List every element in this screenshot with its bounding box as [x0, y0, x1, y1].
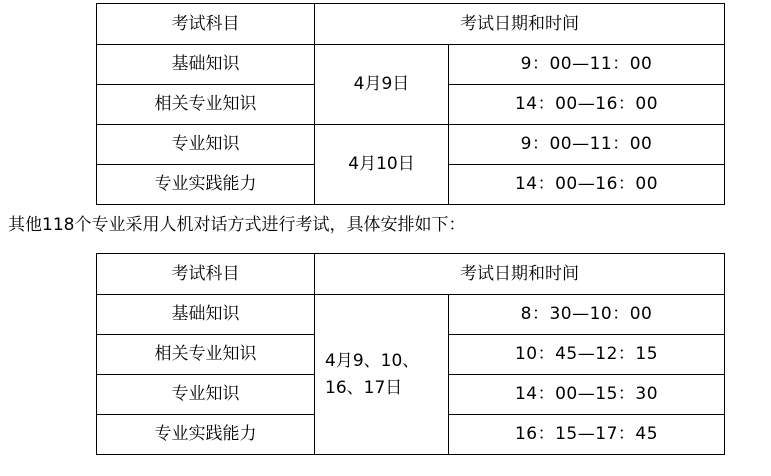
cell-subject: 基础知识 [97, 45, 315, 85]
cell-date: 4月10日 [315, 125, 449, 205]
table-row [97, 295, 725, 335]
cell-time: 14：00—15：30 [449, 375, 725, 415]
cell-subject: 基础知识 [97, 295, 315, 335]
cell-time: 8：30—10：00 [449, 295, 725, 335]
header-datetime: 考试日期和时间 [315, 254, 725, 295]
cell-subject: 专业实践能力 [97, 165, 315, 205]
table-header-row [97, 254, 725, 295]
cell-time: 14：00—16：00 [449, 85, 725, 125]
cell-time: 9：00—11：00 [449, 45, 725, 85]
table-row [97, 45, 725, 85]
header-subject: 考试科目 [97, 4, 315, 45]
exam-schedule-table-two-container [96, 253, 725, 455]
cell-subject: 相关专业知识 [97, 85, 315, 125]
table-header-row [97, 4, 725, 45]
cell-time: 16：15—17：45 [449, 415, 725, 455]
cell-date-span: 4月9、10、16、17日 [315, 295, 449, 455]
exam-schedule-table-one-container [96, 3, 725, 205]
cell-time: 9：00—11：00 [449, 125, 725, 165]
table-row [97, 125, 725, 165]
exam-schedule-table-one [96, 3, 725, 205]
cell-date: 4月9日 [315, 45, 449, 125]
cell-subject: 专业实践能力 [97, 415, 315, 455]
cell-time: 10：45—12：15 [449, 335, 725, 375]
note-paragraph: 其他118个专业采用人机对话方式进行考试，具体安排如下： [8, 215, 466, 235]
cell-subject: 专业知识 [97, 375, 315, 415]
exam-schedule-table-two [96, 253, 725, 455]
cell-subject: 专业知识 [97, 125, 315, 165]
header-datetime: 考试日期和时间 [315, 4, 725, 45]
header-subject: 考试科目 [97, 254, 315, 295]
cell-subject: 相关专业知识 [97, 335, 315, 375]
cell-time: 14：00—16：00 [449, 165, 725, 205]
